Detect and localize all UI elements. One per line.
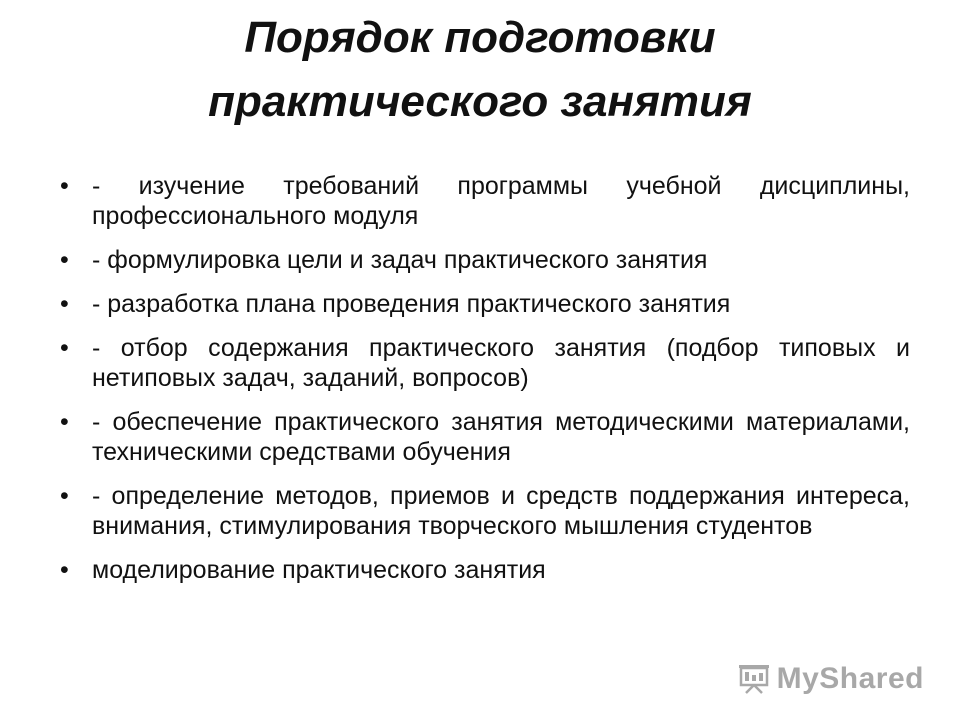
bullet-item: • моделирование практического занятия bbox=[92, 555, 910, 585]
watermark-text: MyShared bbox=[776, 662, 924, 695]
bullet-item: • - разработка плана проведения практического занятия bbox=[92, 289, 910, 319]
slide-title bbox=[60, 6, 900, 134]
projector-screen-icon bbox=[737, 663, 771, 695]
bullet-item: • - определение методов, приемов и средств поддержания интереса, внимания, стимулирования творческого мышления студентов bbox=[92, 481, 910, 541]
bullet-item: • - изучение требований программы учебной дисциплины, профессионального модуля bbox=[92, 171, 910, 231]
bullet-item: • - формулировка цели и задач практического занятия bbox=[92, 245, 910, 275]
bullet-list bbox=[92, 171, 910, 599]
bullet-item: • - отбор содержания практического занятия (подбор типовых и нетиповых задач, заданий, вопросов) bbox=[92, 333, 910, 393]
bullet-item: • - обеспечение практического занятия методическими материалами, техническими средствами обучения bbox=[92, 407, 910, 467]
slide-title-line-2: практического занятия bbox=[208, 77, 752, 126]
watermark-logo bbox=[737, 662, 924, 696]
slide-title-line-1: Порядок подготовки bbox=[244, 13, 716, 62]
